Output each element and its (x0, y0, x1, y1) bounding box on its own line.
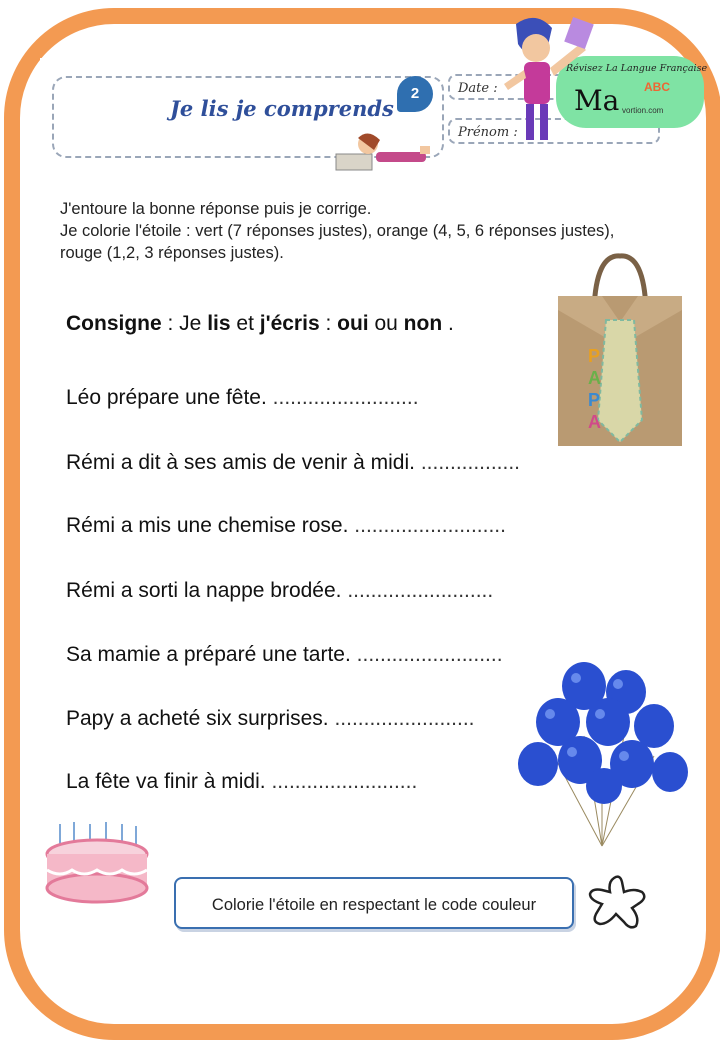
sentence-text: Sa mamie a préparé une tarte. (66, 643, 351, 666)
consigne-label: Consigne (66, 312, 162, 335)
sentence-text: Léo prépare une fête. (66, 386, 267, 409)
worksheet-number-badge: 2 (397, 76, 433, 112)
answer-blank[interactable]: ........................ (334, 707, 475, 730)
answer-blank[interactable]: ......................... (271, 770, 418, 793)
question-sentence (66, 451, 520, 475)
worksheet-title: Je lis je comprends (170, 96, 394, 121)
question-sentence (66, 707, 475, 731)
colour-star-instruction-button[interactable]: Colorie l'étoile en respectant le code couleur (174, 877, 574, 929)
answer-non[interactable]: non (403, 312, 443, 335)
bag-letter: A (588, 368, 601, 388)
bag-letter: P (588, 346, 601, 366)
sentence-text: Rémi a dit à ses amis de venir à midi. (66, 451, 415, 474)
star-icon[interactable] (584, 872, 650, 932)
question-sentence (66, 643, 503, 667)
gift-bag-illustration (552, 250, 688, 450)
logo-abc: ABC (644, 80, 670, 94)
logo-site: vortion.com (622, 106, 664, 115)
sentence-text: Papy a acheté six surprises. (66, 707, 329, 730)
instruction-line-1: J'entoure la bonne réponse puis je corrige. (60, 200, 372, 218)
sentence-text: La fête va finir à midi. (66, 770, 266, 793)
sentence-text: Rémi a sorti la nappe brodée. (66, 579, 342, 602)
consigne-ecris: j'écris (259, 312, 320, 335)
instruction-line-2: Je colorie l'étoile : vert (7 réponses justes), orange (4, 5, 6 réponses justes), rouge (1,2, 3 réponses justes). (60, 222, 615, 262)
question-sentence (66, 579, 493, 603)
answer-blank[interactable]: ................. (420, 451, 520, 474)
reading-girl-illustration (334, 130, 434, 174)
answer-blank[interactable]: ......................... (347, 579, 494, 602)
consigne-text: : Je (161, 312, 208, 335)
consigne-end: . (442, 312, 454, 335)
consigne-colon: : (319, 312, 338, 335)
logo-brand: Ma (574, 84, 620, 117)
sentence-text: Rémi a mis une chemise rose. (66, 514, 349, 537)
birthday-cake-illustration (40, 820, 154, 912)
answer-oui[interactable]: oui (337, 312, 369, 335)
name-field[interactable]: Prénom : (448, 118, 660, 144)
consigne-et: et (230, 312, 260, 335)
answer-blank[interactable]: .......................... (354, 514, 506, 537)
consigne-lis: lis (207, 312, 231, 335)
question-sentence (66, 514, 506, 538)
consigne-line (66, 312, 454, 336)
logo-tagline: Révisez La Langue Française (566, 63, 708, 74)
answer-blank[interactable]: ......................... (272, 386, 419, 409)
bag-letter: P (588, 390, 601, 410)
consigne-ou: ou (368, 312, 404, 335)
question-sentence (66, 770, 417, 794)
balloons-illustration (514, 656, 690, 856)
bag-letter: A (588, 412, 601, 432)
answer-blank[interactable]: ......................... (356, 643, 503, 666)
cartoon-kid-icon (496, 14, 596, 146)
date-field[interactable]: Date : (448, 74, 660, 100)
question-sentence (66, 386, 419, 410)
